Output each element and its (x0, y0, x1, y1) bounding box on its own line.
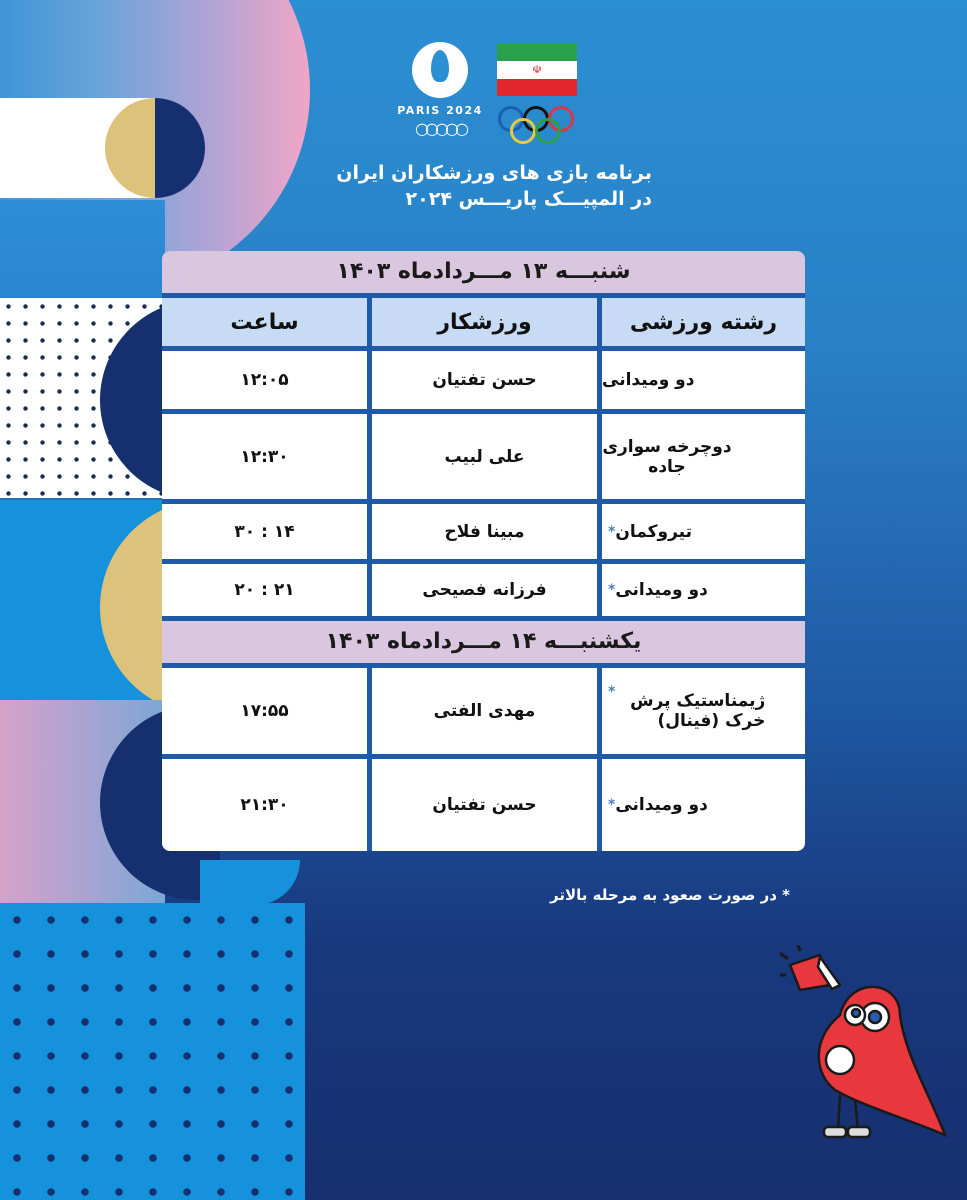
schedule-table (162, 251, 805, 851)
paris-logo-text: PARIS 2024 (397, 104, 483, 117)
time-cell: ۱۷:۵۵ (162, 668, 367, 754)
table-row (162, 559, 805, 616)
decorative-blue-quarter (200, 860, 300, 905)
sport-cell: دو ومیدانی (602, 351, 805, 409)
athlete-cell: فرزانه فصیحی (372, 564, 597, 616)
asterisk-icon: * (608, 582, 616, 598)
time-cell: ۲۱ : ۲۰ (162, 564, 367, 616)
table-row (162, 499, 805, 559)
day-header-saturday: شنبـــه ۱۳ مـــردادماه ۱۴۰۳ (162, 251, 805, 293)
table-row (162, 663, 805, 754)
decorative-blue-dot-pattern (0, 903, 305, 1200)
column-header-sport: رشته ورزشی (602, 298, 805, 346)
table-row (162, 409, 805, 499)
time-cell: ۱۲:۰۵ (162, 351, 367, 409)
paris-2024-logo (390, 42, 490, 138)
iran-flag-icon (497, 44, 577, 96)
athlete-cell: مبینا فلاح (372, 504, 597, 559)
footnote: * در صورت صعود به مرحله بالاتر (550, 886, 790, 904)
time-cell: ۲۱:۳۰ (162, 759, 367, 851)
time-cell: ۱۴ : ۳۰ (162, 504, 367, 559)
flame-icon (412, 42, 468, 98)
olympic-rings-icon (498, 104, 578, 144)
sport-cell: دوچرخه سواری جاده (602, 414, 805, 499)
sport-cell: دو ومیدانی * (602, 564, 805, 616)
phryge-mascot-icon (780, 945, 950, 1145)
table-row (162, 754, 805, 851)
flag-emblem-icon: ☫ (532, 63, 542, 77)
athlete-cell: مهدی الفتی (372, 668, 597, 754)
table-row (162, 346, 805, 409)
asterisk-icon: * (608, 797, 616, 813)
day-header-sunday: یکشنبـــه ۱۴ مـــردادماه ۱۴۰۳ (162, 621, 805, 663)
table-header-row (162, 293, 805, 346)
page-title (300, 160, 652, 212)
asterisk-icon: * (608, 523, 616, 540)
olympic-rings-icon: ○○○○○ (415, 119, 465, 138)
sport-cell: دو ومیدانی * (602, 759, 805, 851)
decorative-band (0, 200, 165, 300)
sport-cell: تیروکمان * (602, 504, 805, 559)
athlete-cell: حسن تفتیان (372, 759, 597, 851)
title-line-1: برنامه بازی های ورزشکاران ایران (336, 162, 652, 184)
athlete-cell: علی لبیب (372, 414, 597, 499)
asterisk-icon: * (608, 684, 616, 700)
title-line-2: در المپیـــک پاریـــس ۲۰۲۴ (405, 188, 652, 210)
column-header-time: ساعت (162, 298, 367, 346)
athlete-cell: حسن تفتیان (372, 351, 597, 409)
column-header-athlete: ورزشکار (372, 298, 597, 346)
sport-cell: ژیمناستیک پرش خرک (فینال) * (602, 668, 805, 754)
time-cell: ۱۲:۳۰ (162, 414, 367, 499)
